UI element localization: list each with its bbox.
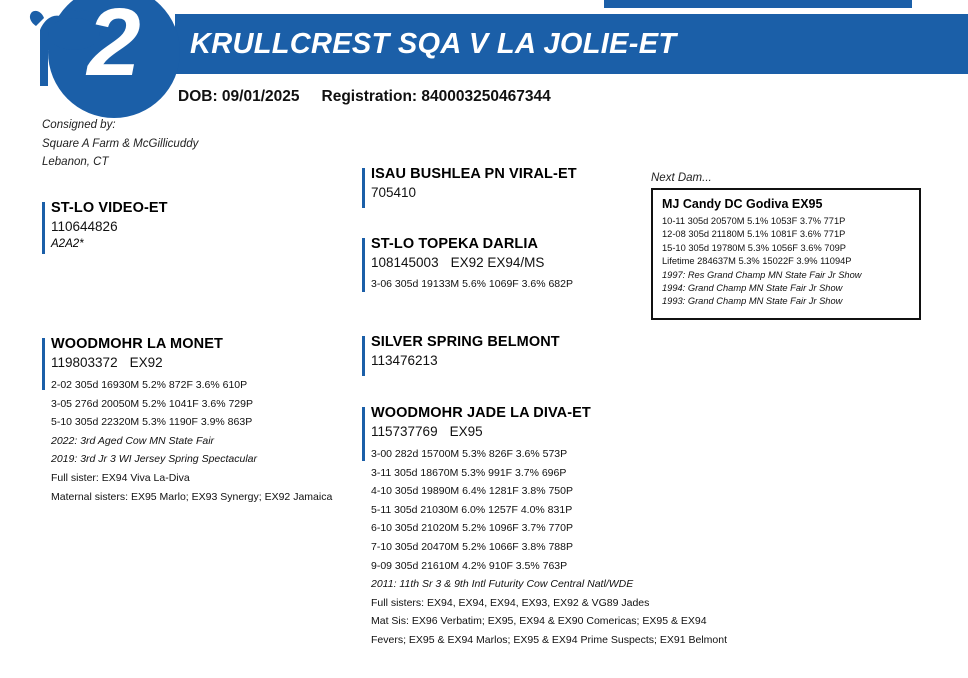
next-dam-award: 1994: Grand Champ MN State Fair Jr Show bbox=[662, 283, 843, 294]
consignor-name: Square A Farm & McGillicuddy bbox=[42, 137, 199, 150]
dam-award: 2019: 3rd Jr 3 WI Jersey Spring Spectacular bbox=[51, 453, 258, 466]
sire-sire-name: ISAU BUSHLEA PN VIRAL-ET bbox=[371, 166, 577, 182]
dam-record: 5-10 305d 22320M 5.3% 1190F 3.9% 863P bbox=[51, 416, 253, 429]
dam-sire-registration: 113476213 bbox=[371, 353, 438, 368]
pedigree-entry-dam-sire bbox=[362, 334, 560, 368]
dam-relative: Full sister: EX94 Viva La-Diva bbox=[51, 471, 190, 484]
sire-registration: 110644826 bbox=[51, 219, 118, 234]
dob-registration-line bbox=[178, 88, 551, 106]
sire-dam-reg-number: 108145003 bbox=[371, 255, 439, 270]
pedigree-entry-sire bbox=[42, 200, 168, 250]
dam-dam-reg-number: 115737769 bbox=[371, 424, 438, 439]
next-dam-name: MJ Candy DC Godiva EX95 bbox=[662, 197, 823, 211]
dam-dam-record: 9-09 305d 21610M 4.2% 910F 3.5% 763P bbox=[371, 559, 568, 572]
accent-bar bbox=[362, 407, 365, 461]
accent-bar bbox=[362, 336, 365, 376]
dam-dam-name: WOODMOHR JADE LA DIVA-ET bbox=[371, 405, 591, 421]
sire-sire-registration: 705410 bbox=[371, 185, 417, 200]
sire-note: A2A2* bbox=[51, 238, 84, 250]
dob-label: DOB: 09/01/2025 bbox=[178, 88, 300, 105]
next-dam-record: 15-10 305d 19780M 5.3% 1056F 3.6% 709P bbox=[662, 242, 847, 253]
pedigree-entry-dam bbox=[42, 336, 332, 506]
dam-dam-record: 6-10 305d 21020M 5.2% 1096F 3.7% 770P bbox=[371, 522, 573, 535]
dam-dam-relative: Mat Sis: EX96 Verbatim; EX95, EX94 & EX90 Comericas; EX95 & EX94 bbox=[371, 615, 707, 628]
consignor-location: Lebanon, CT bbox=[42, 156, 109, 168]
next-dam-box bbox=[651, 188, 921, 320]
pedigree-entry-sire-sire bbox=[362, 166, 577, 200]
dam-dam-relative: Fevers; EX95 & EX94 Marlos; EX95 & EX94 Prime Suspects; EX91 Belmont bbox=[371, 633, 728, 646]
accent-bar bbox=[362, 168, 365, 208]
dam-dam-record: 3-11 305d 18670M 5.3% 991F 3.7% 696P bbox=[371, 466, 567, 479]
dam-dam-registration bbox=[371, 424, 727, 439]
sire-dam-score: EX92 EX94/MS bbox=[450, 255, 545, 270]
pedigree-entry-dam-dam bbox=[362, 405, 727, 650]
dam-reg-number: 119803372 bbox=[51, 355, 118, 370]
pedigree-entry-sire-dam bbox=[362, 236, 573, 294]
dam-dam-award: 2011: 11th Sr 3 & 9th Intl Futurity Cow Central Natl/WDE bbox=[371, 578, 634, 591]
next-dam-label: Next Dam... bbox=[651, 172, 712, 184]
dam-award: 2022: 3rd Aged Cow MN State Fair bbox=[51, 434, 215, 447]
sire-name: ST-LO VIDEO-ET bbox=[51, 200, 168, 216]
dam-record: 2-02 305d 16930M 5.2% 872F 3.6% 610P bbox=[51, 379, 248, 391]
dam-record: 3-05 276d 20050M 5.2% 1041F 3.6% 729P bbox=[51, 397, 253, 410]
dam-dam-record: 5-11 305d 21030M 6.0% 1257F 4.0% 831P bbox=[371, 503, 573, 516]
top-accent-strip bbox=[604, 0, 912, 8]
accent-bar bbox=[42, 338, 45, 390]
lot-number: 2 bbox=[87, 0, 141, 96]
next-dam-award: 1993: Grand Champ MN State Fair Jr Show bbox=[662, 296, 843, 307]
dam-dam-record: 4-10 305d 19890M 6.4% 1281F 3.8% 750P bbox=[371, 485, 573, 498]
next-dam-record: Lifetime 284637M 5.3% 15022F 3.9% 11094P bbox=[662, 256, 852, 267]
next-dam-record: 12-08 305d 21180M 5.1% 1081F 3.6% 771P bbox=[662, 229, 846, 240]
dam-dam-score: EX95 bbox=[449, 424, 483, 439]
dam-registration bbox=[51, 355, 332, 370]
sire-dam-registration bbox=[371, 255, 573, 270]
dam-sire-name: SILVER SPRING BELMONT bbox=[371, 334, 560, 350]
dam-score: EX92 bbox=[129, 355, 163, 370]
accent-bar bbox=[42, 202, 45, 254]
dam-dam-relative: Full sisters: EX94, EX94, EX94, EX93, EX92 & VG89 Jades bbox=[371, 596, 650, 609]
accent-bar bbox=[362, 238, 365, 292]
next-dam-record: 10-11 305d 20570M 5.1% 1053F 3.7% 771P bbox=[662, 216, 846, 226]
dam-dam-record: 7-10 305d 20470M 5.2% 1066F 3.8% 788P bbox=[371, 540, 573, 553]
sire-dam-record: 3-06 305d 19133M 5.6% 1069F 3.6% 682P bbox=[371, 278, 573, 290]
consigned-by-label: Consigned by: bbox=[42, 119, 116, 131]
dam-dam-record: 3-00 282d 15700M 5.3% 826F 3.6% 573P bbox=[371, 448, 568, 460]
next-dam-award: 1997: Res Grand Champ MN State Fair Jr Show bbox=[662, 269, 862, 280]
consignor-block bbox=[42, 116, 198, 172]
dam-relative: Maternal sisters: EX95 Marlo; EX93 Synergy; EX92 Jamaica bbox=[51, 490, 333, 503]
dam-name: WOODMOHR LA MONET bbox=[51, 336, 223, 352]
registration-label: Registration: 840003250467344 bbox=[321, 88, 551, 105]
sire-dam-name: ST-LO TOPEKA DARLIA bbox=[371, 236, 539, 252]
page-title: KRULLCREST SQA V LA JOLIE-ET bbox=[190, 28, 677, 60]
